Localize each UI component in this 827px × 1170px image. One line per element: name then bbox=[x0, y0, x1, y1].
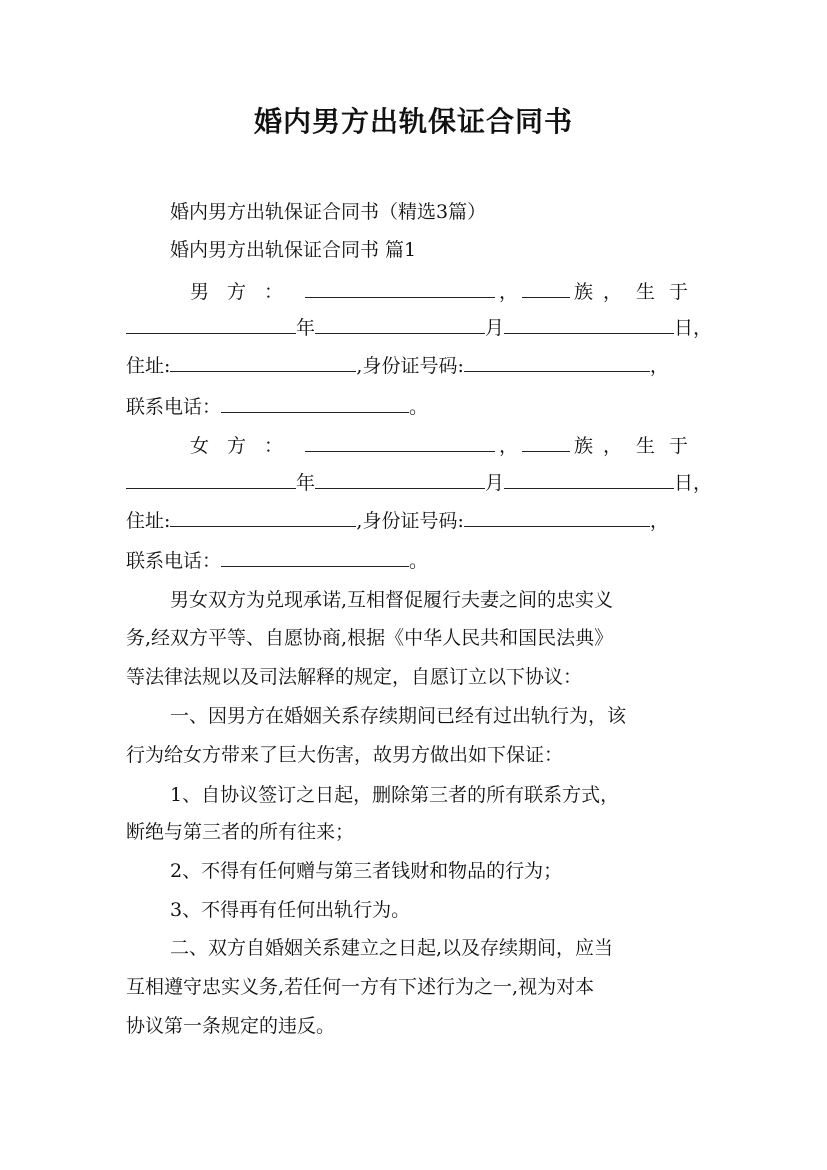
male-name-blank[interactable] bbox=[305, 279, 495, 298]
year-label: 年 bbox=[296, 472, 316, 494]
female-intro-line bbox=[190, 432, 702, 460]
day-label: 日， bbox=[674, 317, 713, 339]
female-year-blank[interactable] bbox=[126, 470, 296, 489]
male-phone-line bbox=[126, 393, 716, 421]
body-line: 一、因男方在婚姻关系存续期间已经有过出轨行为，该 bbox=[170, 705, 627, 727]
male-ethnicity-blank[interactable] bbox=[522, 279, 570, 298]
male-address-line bbox=[126, 352, 716, 380]
male-month-blank[interactable] bbox=[315, 315, 485, 334]
body-line: 互相遵守忠实义务,若任何一方有下述行为之一,视为对本 bbox=[126, 976, 595, 998]
body-line: 2、不得有任何赠与第三者钱财和物品的行为； bbox=[170, 860, 563, 882]
phone-label: 联系电话： bbox=[126, 550, 222, 572]
body-line: 1、自协议签订之日起，删除第三者的所有联系方式， bbox=[170, 784, 620, 806]
body-line: 男女双方为兑现承诺,互相督促履行夫妻之间的忠实义 bbox=[170, 589, 614, 611]
body-line: 二、双方自婚姻关系建立之日起,以及存续期间，应当 bbox=[170, 937, 614, 959]
female-phone-line bbox=[126, 547, 716, 575]
month-label: 月 bbox=[485, 317, 505, 339]
period: 。 bbox=[409, 396, 429, 418]
female-id-blank[interactable] bbox=[464, 508, 650, 527]
comma: ， bbox=[498, 281, 518, 303]
female-phone-blank[interactable] bbox=[221, 548, 409, 567]
body-line: 务,经双方平等、自愿协商,根据《中华人民共和国民法典》 bbox=[126, 627, 614, 649]
female-address-line bbox=[126, 507, 716, 535]
male-id-blank[interactable] bbox=[464, 353, 650, 372]
day-label: 日， bbox=[674, 472, 713, 494]
female-day-blank[interactable] bbox=[504, 470, 674, 489]
phone-label: 联系电话： bbox=[126, 396, 222, 418]
body-line: 断绝与第三者的所有往来； bbox=[126, 821, 355, 843]
male-label: 男方： bbox=[190, 281, 302, 303]
born-label: 生于 bbox=[635, 435, 702, 457]
address-label: 住址: bbox=[126, 355, 171, 377]
female-label: 女方： bbox=[190, 435, 302, 457]
female-ethnicity-blank[interactable] bbox=[522, 433, 570, 452]
female-month-blank[interactable] bbox=[315, 470, 485, 489]
body-line: 等法律法规以及司法解释的规定，自愿订立以下协议： bbox=[126, 666, 583, 688]
male-birthdate-line bbox=[126, 314, 716, 342]
ethnicity-label: 族， bbox=[573, 281, 632, 303]
comma: ， bbox=[498, 435, 518, 457]
end-comma: ， bbox=[649, 510, 669, 532]
year-label: 年 bbox=[296, 317, 316, 339]
born-label: 生于 bbox=[635, 281, 702, 303]
period: 。 bbox=[409, 550, 429, 572]
body-line: 行为给女方带来了巨大伤害，故男方做出如下保证： bbox=[126, 744, 564, 766]
body-line: 3、不得再有任何出轨行为。 bbox=[170, 899, 411, 921]
address-label: 住址: bbox=[126, 510, 171, 532]
female-address-blank[interactable] bbox=[170, 508, 356, 527]
id-label: ,身份证号码: bbox=[356, 355, 464, 377]
male-phone-blank[interactable] bbox=[221, 394, 409, 413]
subtitle-part: 婚内男方出轨保证合同书 篇1 bbox=[170, 239, 417, 261]
male-intro-line bbox=[190, 278, 702, 306]
page-title: 婚内男方出轨保证合同书 bbox=[253, 105, 573, 138]
male-year-blank[interactable] bbox=[126, 315, 296, 334]
body-line: 协议第一条规定的违反。 bbox=[126, 1015, 336, 1037]
female-birthdate-line bbox=[126, 469, 716, 497]
ethnicity-label: 族， bbox=[573, 435, 632, 457]
end-comma: ， bbox=[649, 355, 669, 377]
male-address-blank[interactable] bbox=[170, 353, 356, 372]
female-name-blank[interactable] bbox=[305, 433, 495, 452]
male-day-blank[interactable] bbox=[504, 315, 674, 334]
subtitle-collection: 婚内男方出轨保证合同书（精选3篇） bbox=[170, 201, 487, 223]
month-label: 月 bbox=[485, 472, 505, 494]
id-label: ,身份证号码: bbox=[356, 510, 464, 532]
